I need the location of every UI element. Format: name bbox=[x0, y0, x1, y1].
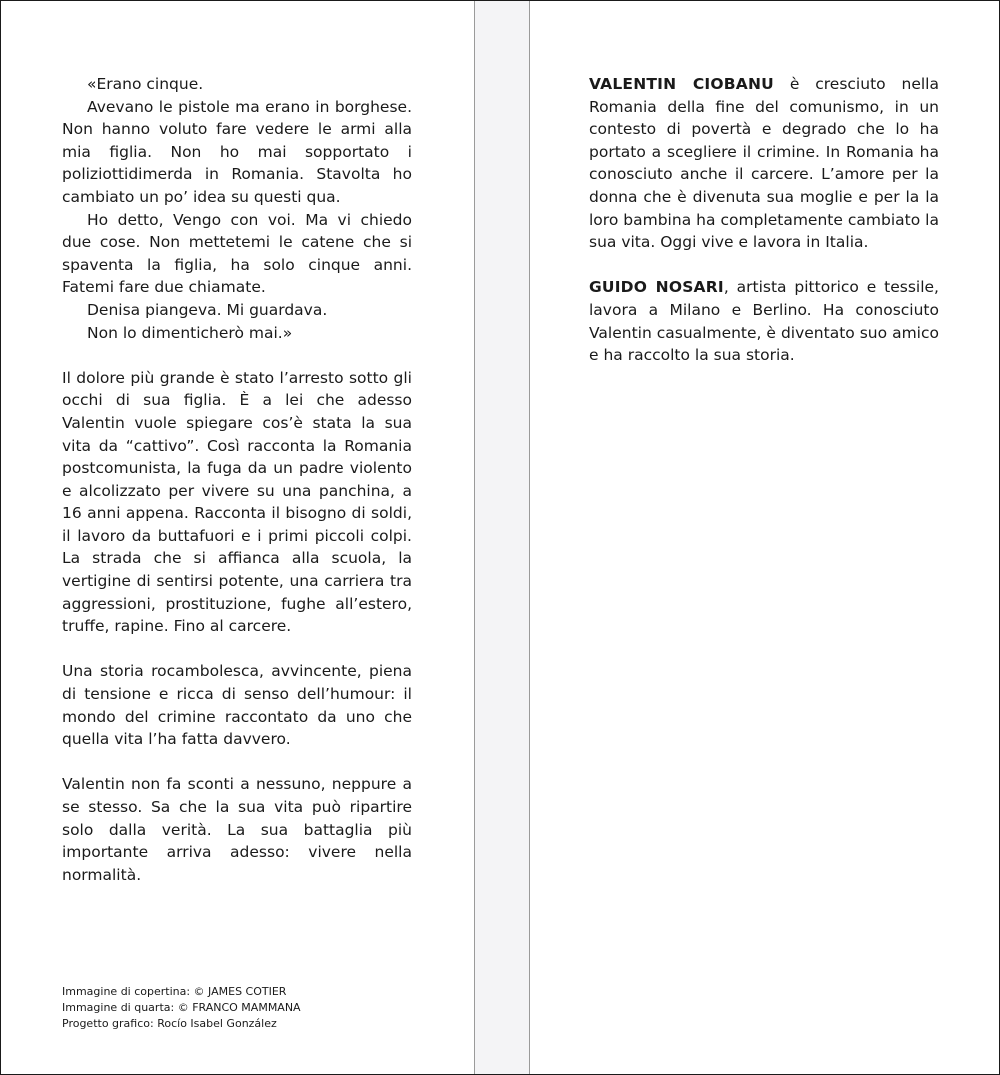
blurb-paragraph-1: Il dolore più grande è stato l’arresto sotto gli occhi di sua figlia. È a lei che adesso Valentin vuole spiegare cos’è stata la sua vita da “cattivo”. Così racconta la Romania postcomunista, la fuga da un padre violento e alcolizzato per vivere su una panchina, a 16 anni appena. Racconta il bisogno di soldi, il lavoro da buttafuori e i primi piccoli colpi. La strada che si affianca alla scuola, la vertigine di sentirsi potente, una carriera tra aggressioni, prostituzione, fughe all’estero, truffe, rapine. Fino al carcere. bbox=[62, 368, 412, 636]
graphic-design-credit: Progetto grafico: Rocío Isabel González bbox=[62, 1017, 277, 1030]
blurb-paragraph-3: Valentin non fa sconti a nessuno, neppure a se stesso. Sa che la sua vita può ripartire solo dalla verità. La sua battaglia più importante arriva adesso: vivere nella normalità. bbox=[62, 775, 412, 884]
coauthor-name: GUIDO NOSARI bbox=[589, 278, 724, 297]
quote-line-2: Avevano le pistole ma erano in borghese. Non hanno voluto fare vedere le armi alla mia figlia. Non ho mai sopportato i poliziottidimerda in Romania. Stavolta ho cambiato un po’ idea su questi qua. bbox=[62, 97, 412, 206]
author-bio bbox=[589, 73, 939, 254]
author-bio-text: è cresciuto nella Romania della fine del comunismo, in un contesto di povertà e degrado che lo ha portato a scegliere il crimine. In Romania ha conosciuto anche il carcere. L’amore per la donna che è divenuta sua moglie e per la la loro bambina ha completamente cambiato la sua vita. Oggi vive e lavora in Italia. bbox=[589, 75, 939, 252]
book-gutter bbox=[474, 1, 530, 1074]
quote-line-4: Denisa piangeva. Mi guardava. bbox=[87, 300, 328, 319]
coauthor-bio bbox=[589, 276, 939, 366]
coauthor-bio-text: , artista pittorico e tessile, lavora a Milano e Berlino. Ha conosciuto Valentin casualmente, è diventato suo amico e ha raccolto la sua storia. bbox=[589, 278, 939, 365]
quote-line-5: Non lo dimenticherò mai.» bbox=[87, 323, 293, 342]
author-name: VALENTIN CIOBANU bbox=[589, 75, 774, 93]
right-page bbox=[589, 73, 939, 367]
blurb-paragraph-2: Una storia rocambolesca, avvincente, piena di tensione e ricca di senso dell’humour: il mondo del crimine raccontato da uno che quella vita l’ha fatta davvero. bbox=[62, 662, 412, 749]
quote-line-3: Ho detto, Vengo con voi. Ma vi chiedo due cose. Non mettetemi le catene che si spaventa la figlia, ha solo cinque anni. Fatemi fare due chiamate. bbox=[62, 210, 412, 297]
image-credits bbox=[62, 984, 301, 1032]
left-page bbox=[62, 73, 412, 886]
back-image-credit: Immagine di quarta: © FRANCO MAMMANA bbox=[62, 1001, 301, 1014]
quote-line-1: «Erano cinque. bbox=[87, 75, 204, 93]
cover-image-credit: Immagine di copertina: © JAMES COTIER bbox=[62, 985, 287, 998]
